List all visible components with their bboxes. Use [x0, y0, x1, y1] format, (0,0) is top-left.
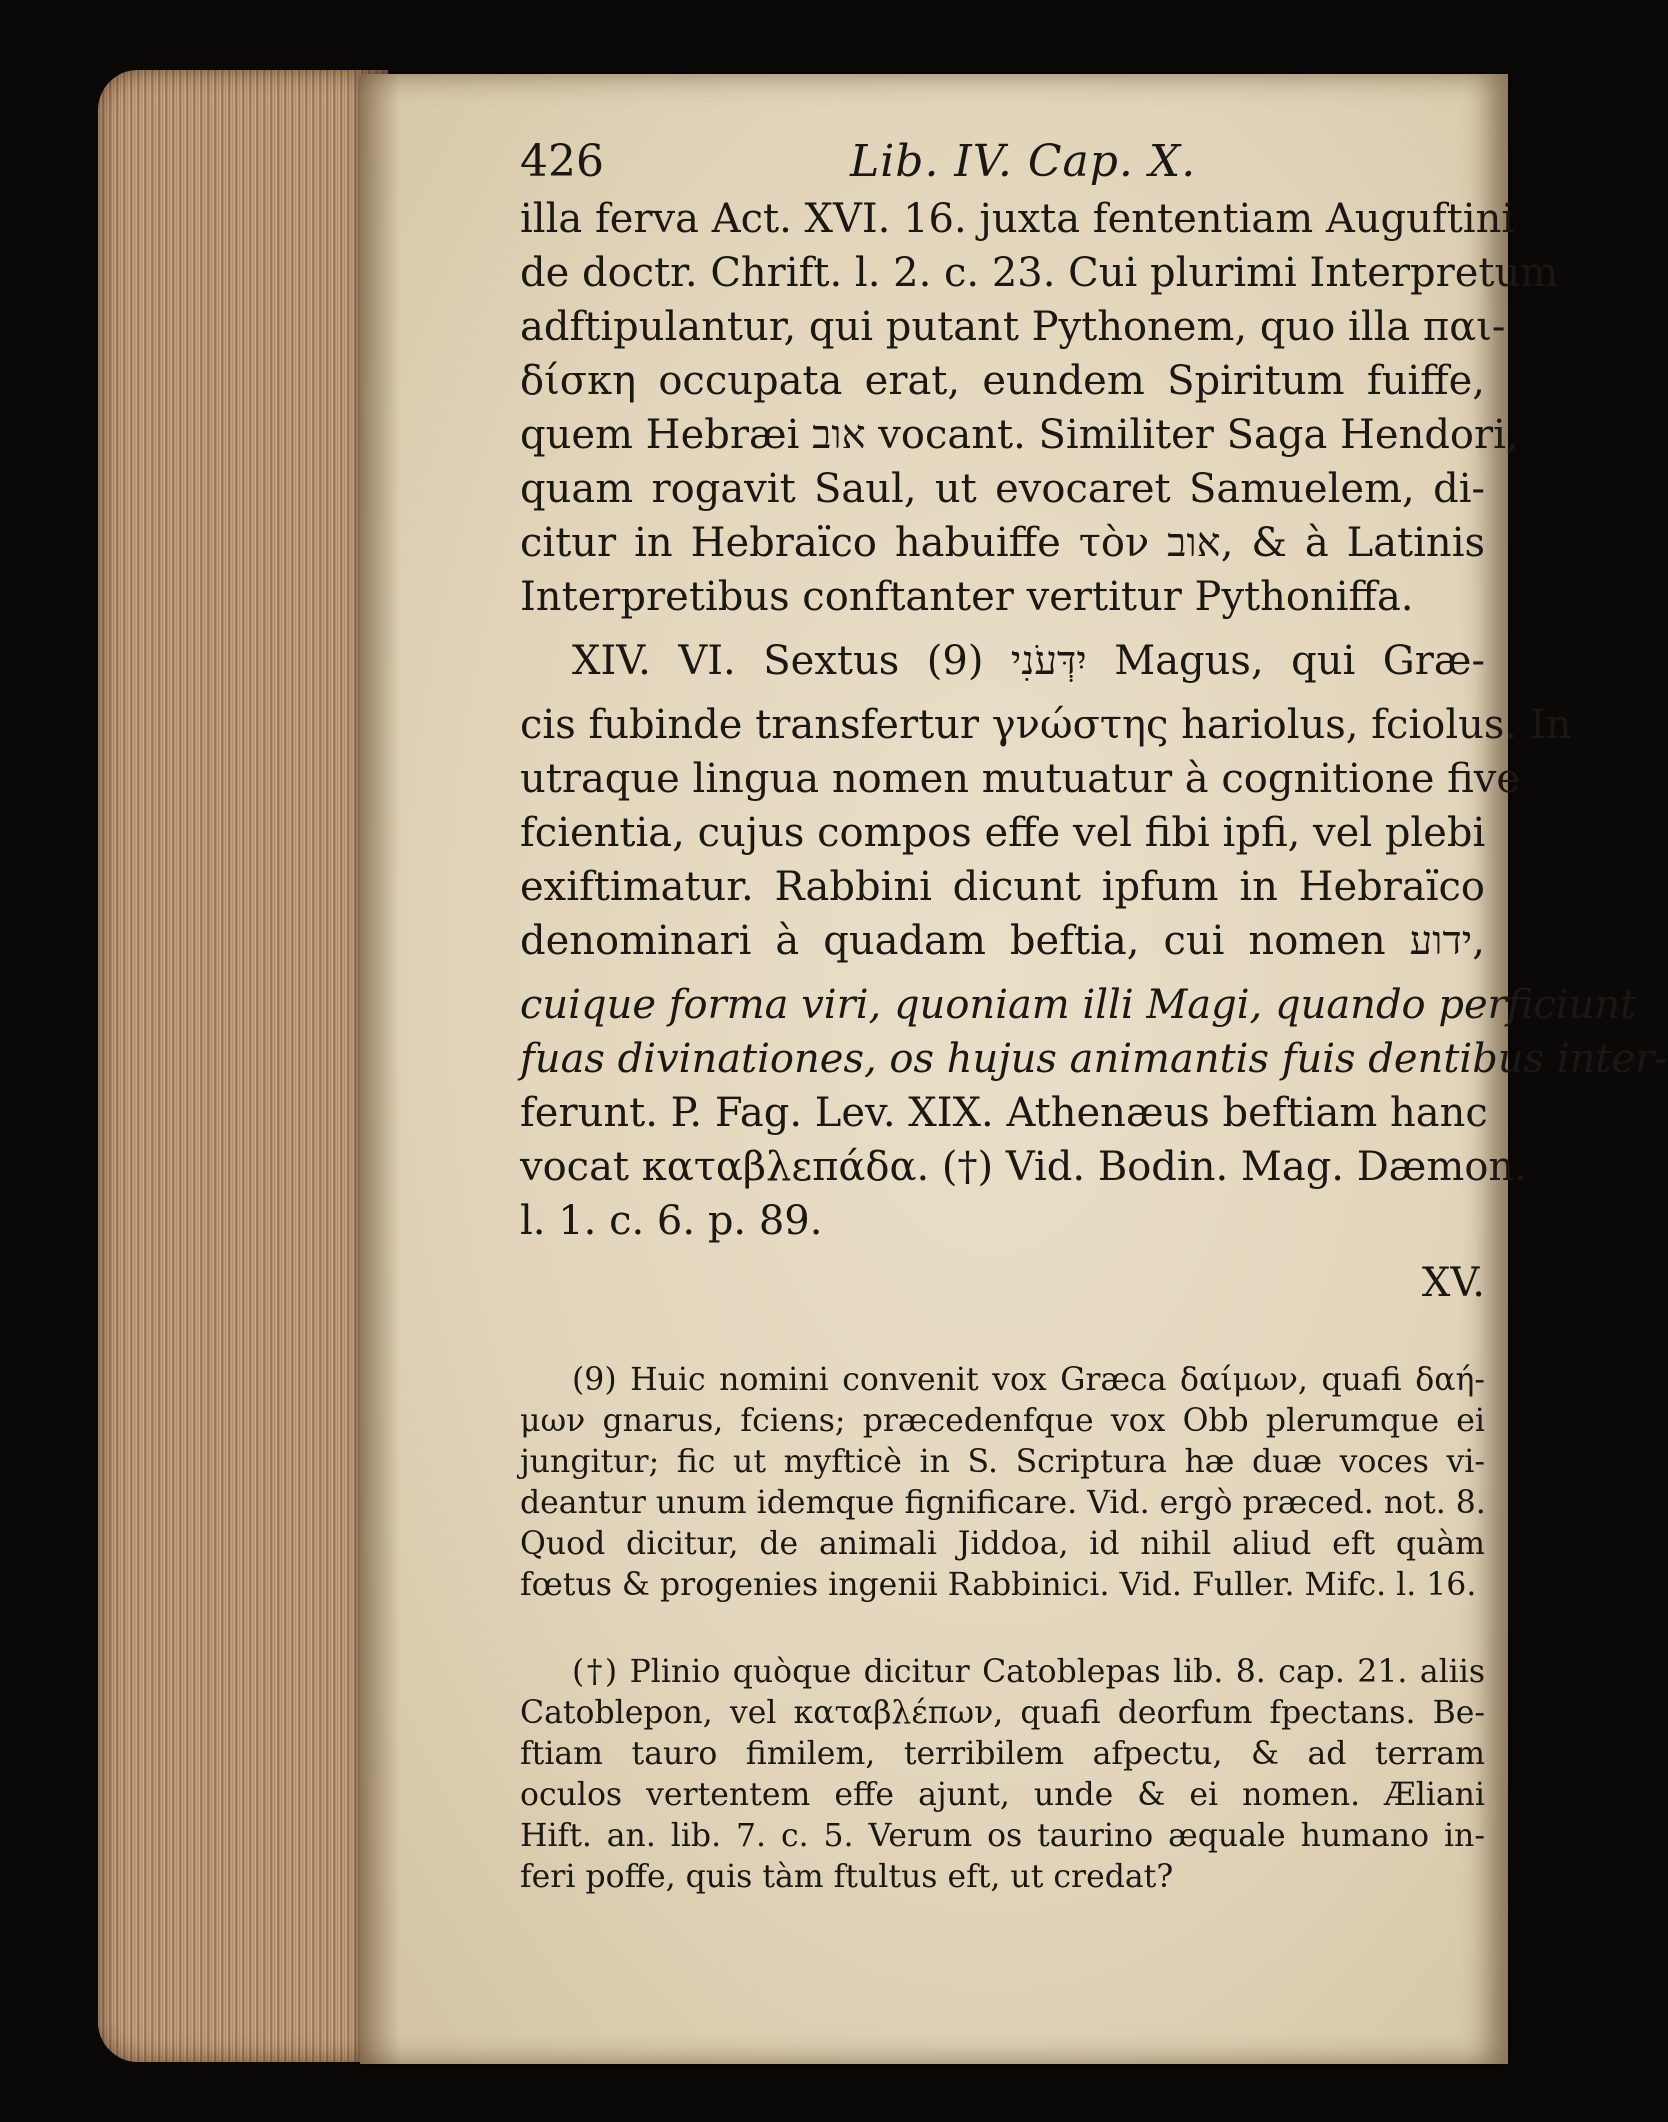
footnote-dagger: [520, 1652, 1485, 1898]
catchword: XV.: [1421, 1260, 1485, 1306]
text-line: δίσκη occupata erat, eundem Spiritum fuiffe,: [520, 358, 1485, 404]
text-line: de doctr. Chrift. l. 2. c. 23. Cui plurimi Interpretum: [520, 250, 1559, 296]
footnote-line: feri poffe, quis tàm ftultus eft, ut credat?: [520, 1859, 1174, 1895]
footnote-line: ftiam tauro fimilem, terribilem afpectu, & ad terram: [520, 1736, 1485, 1772]
text-line: vocat καταβλεπάδα. (†) Vid. Bodin. Mag. Dæmon.: [520, 1144, 1527, 1190]
text-line: fuas divinationes, os hujus animantis fuis dentibus inter-: [520, 1036, 1668, 1082]
text-line: Interpretibus conftanter vertitur Pythoniffa.: [520, 574, 1414, 620]
footnote-line: Hift. an. lib. 7. c. 5. Verum os taurino æquale humano in-: [520, 1818, 1485, 1854]
footnote-line: (†) Plinio quòque dicitur Catoblepas lib. 8. cap. 21. aliis: [572, 1654, 1485, 1690]
footnote-line: oculos vertentem effe ajunt, unde & ei nomen. Æliani: [520, 1777, 1485, 1813]
text-line: fcientia, cujus compos effe vel fibi ipfi, vel plebi: [520, 810, 1486, 856]
text-line: utraque lingua nomen mutuatur à cognitione five: [520, 756, 1521, 802]
text-line: ferunt. P. Fag. Lev. XIX. Athenæus beftiam hanc: [520, 1090, 1488, 1136]
footnote-line: (9) Huic nomini convenit vox Græca δαίμων, quafi δαή-: [572, 1362, 1485, 1398]
section-heading-line: XIV. VI. Sextus יִדְּעֹנִי (9) Magus, qui Græ-: [572, 638, 1485, 684]
footnote-line: μων gnarus, fciens; præcedenfque vox Obb plerumque ei: [520, 1403, 1485, 1439]
text-line: citur in Hebraïco habuiffe τὸν אוב, & à Latinis: [520, 520, 1486, 566]
page-number: 426: [520, 136, 604, 187]
text-line: denominari à quadam beftia, cui nomen ידוע,: [520, 918, 1485, 964]
footnotes: [520, 1360, 1485, 1898]
text-line: illa ferva Act. XVI. 16. juxta fententiam Auguftini: [520, 196, 1515, 242]
page-text: [520, 128, 1668, 1898]
text-line: l. 1. c. 6. p. 89.: [520, 1198, 823, 1244]
footnote-line: Quod dicitur, de animali Jiddoa, id nihil aliud eft quàm: [520, 1526, 1485, 1562]
footnote-line: jungitur; fic ut myfticè in S. Scriptura hæ duæ voces vi-: [520, 1444, 1485, 1480]
text-line: quam rogavit Saul, ut evocaret Samuelem, di-: [520, 466, 1485, 512]
footnote-line: deantur unum idemque fignificare. Vid. ergò præced. not. 8.: [520, 1485, 1486, 1521]
text-line: cis fubinde transfertur γνώστης hariolus, fciolus. In: [520, 702, 1572, 748]
page-edges: [98, 70, 388, 2062]
page-header: [520, 128, 1485, 192]
running-head: Lib. IV. Cap. X.: [850, 136, 1197, 187]
main-text: [520, 192, 1668, 1248]
text-line: adftipulantur, qui putant Pythonem, quo illa παι-: [520, 304, 1506, 350]
binding-shadow: [360, 74, 400, 2064]
footnote-9: [520, 1360, 1485, 1606]
text-line: cuique forma viri, quoniam illi Magi, quando perficiunt: [520, 982, 1637, 1028]
text-line: exiftimatur. Rabbini dicunt ipfum in Hebraïco: [520, 864, 1485, 910]
footnote-line: fœtus & progenies ingenii Rabbinici. Vid. Fuller. Mifc. l. 16.: [520, 1567, 1477, 1603]
text-line: quem Hebræi אוב vocant. Similiter Saga Hendori,: [520, 412, 1519, 458]
footnote-line: Catoblepon, vel καταβλέπων, quafi deorfum fpectans. Be-: [520, 1695, 1485, 1731]
